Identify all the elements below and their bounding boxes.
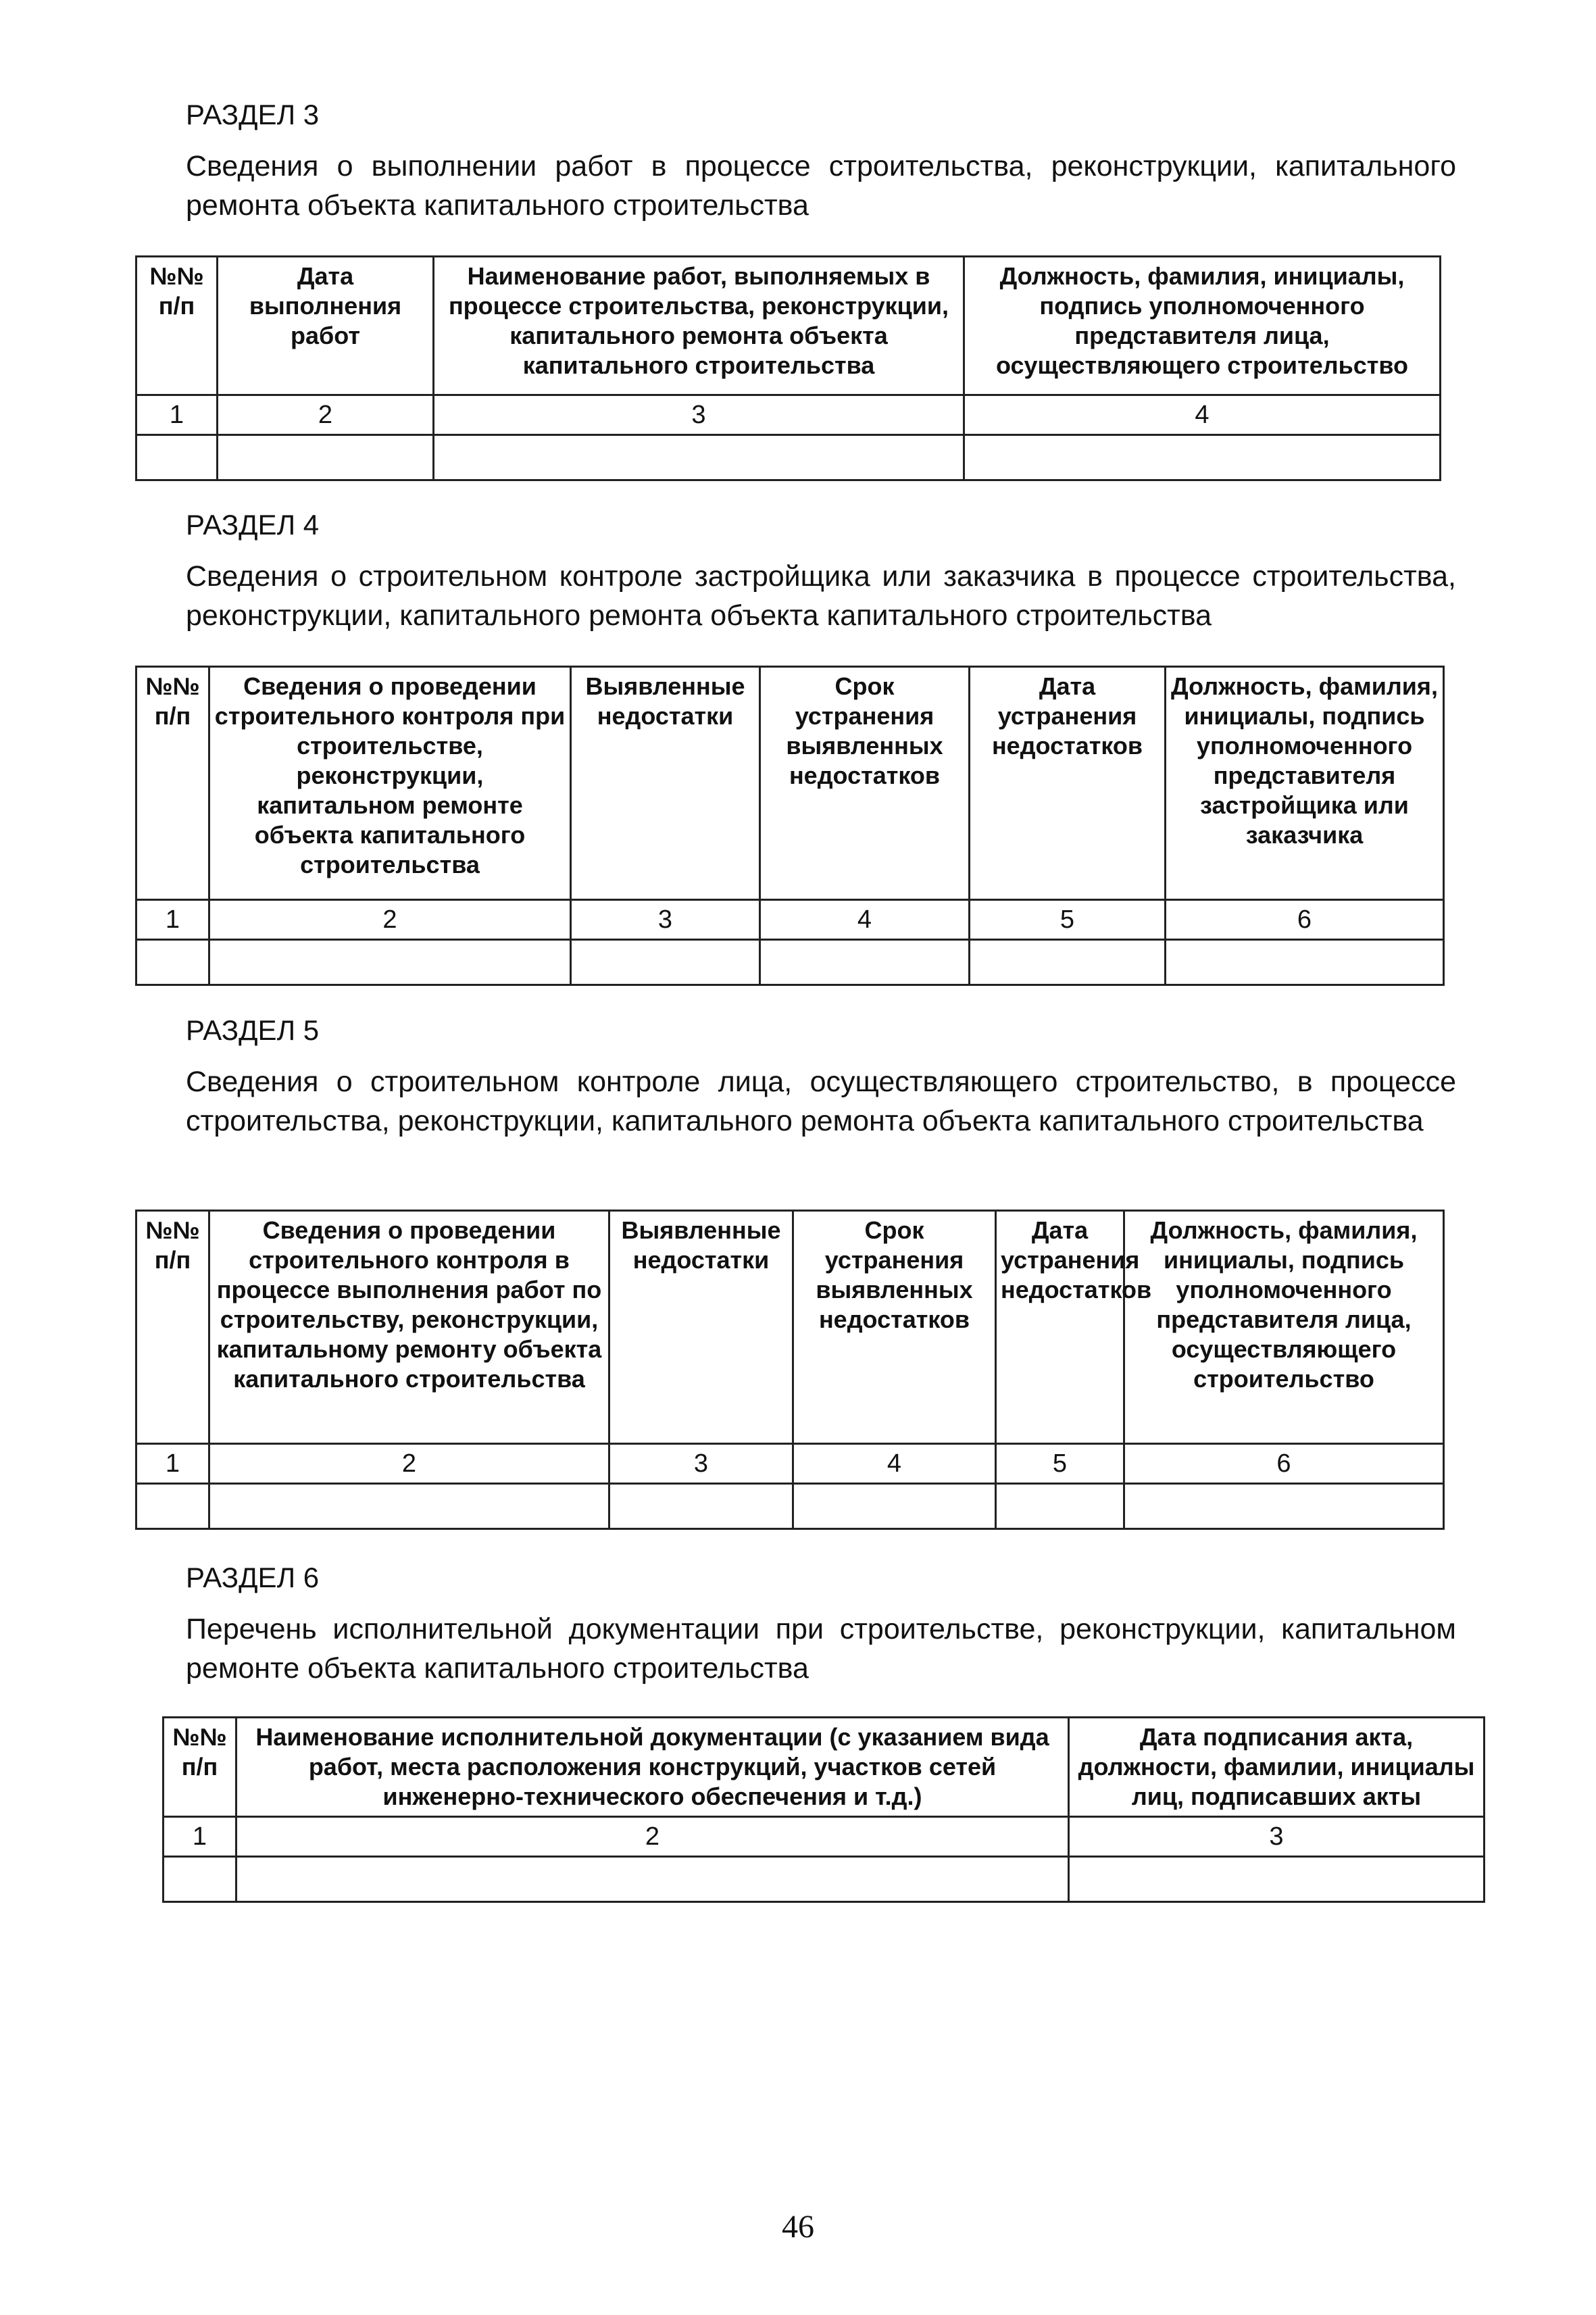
- page-number: 46: [782, 2209, 814, 2245]
- table-empty-row: [136, 435, 1441, 480]
- header-cell: Сведения о проведении строительного контроля в процессе выполнения работ по строительству, реконструкции, капитальному ремонту объекта капитального строительства: [209, 1211, 609, 1444]
- number-cell: 6: [1166, 900, 1444, 940]
- header-cell: Должность, фамилия, инициалы, подпись уполномоченного представителя лица, осуществляющего строительство: [964, 257, 1441, 395]
- empty-cell: [209, 1484, 609, 1529]
- section-3-description: Сведения о выполнении работ в процессе строительства, реконструкции, капитального ремонта объекта капитального строительства: [186, 150, 1456, 222]
- table-header-row: [136, 257, 1441, 395]
- section-3-heading: РАЗДЕЛ 3: [186, 99, 320, 130]
- number-cell: 2: [209, 900, 571, 940]
- empty-cell: [760, 940, 970, 985]
- number-cell: 5: [996, 1444, 1124, 1484]
- header-cell: Срок устранения выявленных недостатков: [760, 667, 970, 900]
- empty-cell: [1069, 1857, 1485, 1902]
- empty-cell: [793, 1484, 996, 1529]
- number-cell: 3: [609, 1444, 793, 1484]
- section-6-table: [162, 1716, 1485, 1903]
- empty-cell: [209, 940, 571, 985]
- section-3: [135, 98, 1460, 237]
- section-4-description: Сведения о строительном контроле застройщика или заказчика в процессе строительства, реконструкции, капитального ремонта объекта капитального строительства: [186, 560, 1456, 632]
- number-cell: 5: [970, 900, 1166, 940]
- header-cell: Выявленные недостатки: [609, 1211, 793, 1444]
- section-5-table: [135, 1210, 1445, 1530]
- number-cell: 4: [793, 1444, 996, 1484]
- header-cell: №№ п/п: [136, 667, 209, 900]
- number-cell: 3: [1069, 1817, 1485, 1857]
- section-3-table: [135, 255, 1441, 481]
- section-6: [135, 1561, 1460, 1700]
- table-header-row: [136, 1211, 1444, 1444]
- table-empty-row: [136, 940, 1444, 985]
- number-cell: 4: [964, 395, 1441, 435]
- number-cell: 2: [218, 395, 434, 435]
- header-cell: №№ п/п: [164, 1718, 236, 1817]
- header-cell: Должность, фамилия, инициалы, подпись уполномоченного представителя лица, осуществляющего строительство: [1124, 1211, 1444, 1444]
- table-number-row: [164, 1817, 1485, 1857]
- number-cell: 2: [209, 1444, 609, 1484]
- section-4-table: [135, 666, 1445, 986]
- header-cell: Дата устранения недостатков: [970, 667, 1166, 900]
- header-cell: Сведения о проведении строительного контроля при строительстве, реконструкции, капитальном ремонте объекта капитального строительства: [209, 667, 571, 900]
- empty-cell: [164, 1857, 236, 1902]
- number-cell: 4: [760, 900, 970, 940]
- empty-cell: [996, 1484, 1124, 1529]
- header-cell: №№ п/п: [136, 257, 218, 395]
- section-6-heading: РАЗДЕЛ 6: [186, 1562, 320, 1593]
- number-cell: 3: [434, 395, 964, 435]
- header-cell: Выявленные недостатки: [571, 667, 760, 900]
- number-cell: 1: [136, 900, 209, 940]
- empty-cell: [964, 435, 1441, 480]
- empty-cell: [136, 1484, 209, 1529]
- table-number-row: [136, 900, 1444, 940]
- header-cell: Дата подписания акта, должности, фамилии, инициалы лиц, подписавших акты: [1069, 1718, 1485, 1817]
- section-6-description: Перечень исполнительной документации при строительстве, реконструкции, капитальном ремонте объекта капитального строительства: [186, 1613, 1456, 1685]
- empty-cell: [136, 435, 218, 480]
- empty-cell: [1124, 1484, 1444, 1529]
- empty-cell: [1166, 940, 1444, 985]
- number-cell: 6: [1124, 1444, 1444, 1484]
- table-number-row: [136, 395, 1441, 435]
- table-empty-row: [136, 1484, 1444, 1529]
- header-cell: Наименование работ, выполняемых в процессе строительства, реконструкции, капитального ремонта объекта капитального строительства: [434, 257, 964, 395]
- table-header-row: [164, 1718, 1485, 1817]
- header-cell: Срок устранения выявленных недостатков: [793, 1211, 996, 1444]
- empty-cell: [571, 940, 760, 985]
- number-cell: 1: [164, 1817, 236, 1857]
- table-header-row: [136, 667, 1444, 900]
- empty-cell: [970, 940, 1166, 985]
- empty-cell: [218, 435, 434, 480]
- number-cell: 2: [236, 1817, 1069, 1857]
- section-4-heading: РАЗДЕЛ 4: [186, 509, 320, 541]
- number-cell: 1: [136, 395, 218, 435]
- section-5-heading: РАЗДЕЛ 5: [186, 1014, 320, 1046]
- header-cell: Дата устранения недостатков: [996, 1211, 1124, 1444]
- section-5-description: Сведения о строительном контроле лица, осуществляющего строительство, в процессе строительства, реконструкции, капитального ремонта объекта капитального строительства: [186, 1066, 1456, 1138]
- empty-cell: [236, 1857, 1069, 1902]
- number-cell: 1: [136, 1444, 209, 1484]
- table-number-row: [136, 1444, 1444, 1484]
- section-5: [135, 1014, 1460, 1153]
- header-cell: Должность, фамилия, инициалы, подпись уполномоченного представителя застройщика или заказчика: [1166, 667, 1444, 900]
- header-cell: №№ п/п: [136, 1211, 209, 1444]
- header-cell: Наименование исполнительной документации (с указанием вида работ, места расположения конструкций, участков сетей инженерно-технического обеспечения и т.д.): [236, 1718, 1069, 1817]
- table-empty-row: [164, 1857, 1485, 1902]
- empty-cell: [434, 435, 964, 480]
- empty-cell: [609, 1484, 793, 1529]
- section-4: [135, 508, 1460, 647]
- header-cell: Дата выполнения работ: [218, 257, 434, 395]
- empty-cell: [136, 940, 209, 985]
- number-cell: 3: [571, 900, 760, 940]
